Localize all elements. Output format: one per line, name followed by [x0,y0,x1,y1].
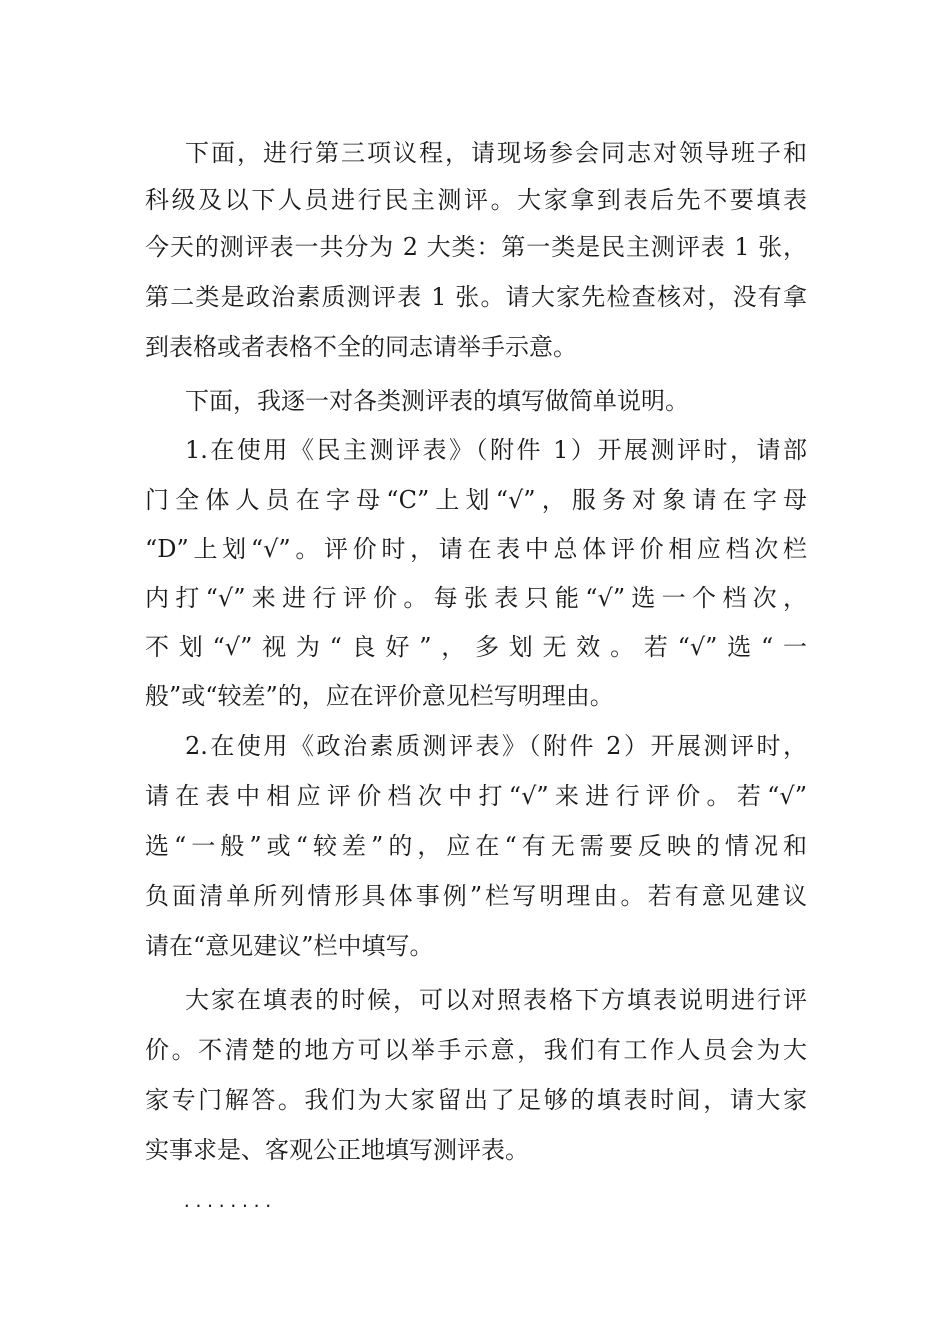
paragraph-5-line-2: 价。不清楚的地方可以举手示意，我们有工作人员会为大 [145,1036,807,1064]
paragraph-3-line-4: 内打“√”来进行评价。每张表只能“√”选一个档次， [145,584,807,612]
paragraph-2-line-1: 下面，我逐一对各类测评表的填写做简单说明。 [185,387,689,415]
paragraph-3-line-6: 般”或“较差”的，应在评价意见栏写明理由。 [145,682,614,710]
paragraph-1-line-5: 到表格或者表格不全的同志请举手示意。 [145,333,577,361]
paragraph-3-line-5: 不划“√”视为“良好”，多划无效。若“√”选“一 [145,633,807,661]
ellipsis: ........ [182,1192,276,1211]
paragraph-5-line-1: 大家在填表的时候，可以对照表格下方填表说明进行评 [185,986,807,1014]
paragraph-1-line-3: 今天的测评表一共分为 2 大类：第一类是民主测评表 1 张， [145,233,807,261]
paragraph-1-line-1: 下面，进行第三项议程，请现场参会同志对领导班子和 [185,139,807,167]
paragraph-5-line-4: 实事求是、客观公正地填写测评表。 [145,1136,529,1164]
paragraph-4-line-3: 选“一般”或“较差”的，应在“有无需要反映的情况和 [145,832,807,860]
paragraph-4-line-2: 请在表中相应评价档次中打“√”来进行评价。若“√” [145,782,807,810]
paragraph-4-line-4: 负面清单所列情形具体事例”栏写明理由。若有意见建议 [145,882,807,910]
paragraph-4-line-1: 2.在使用《政治素质测评表》（附件 2）开展测评时， [185,732,807,760]
paragraph-5-line-3: 家专门解答。我们为大家留出了足够的填表时间，请大家 [145,1086,807,1114]
paragraph-3-line-2: 门全体人员在字母“C”上划“√”，服务对象请在字母 [145,486,807,514]
paragraph-3-line-1: 1.在使用《民主测评表》（附件 1）开展测评时，请部 [185,436,807,464]
paragraph-3-line-3: “D”上划“√”。评价时，请在表中总体评价相应档次栏 [145,535,807,563]
paragraph-1-line-4: 第二类是政治素质测评表 1 张。请大家先检查核对，没有拿 [145,283,807,311]
paragraph-1-line-2: 科级及以下人员进行民主测评。大家拿到表后先不要填表 [145,186,807,214]
paragraph-4-line-5: 请在“意见建议”栏中填写。 [145,932,434,960]
